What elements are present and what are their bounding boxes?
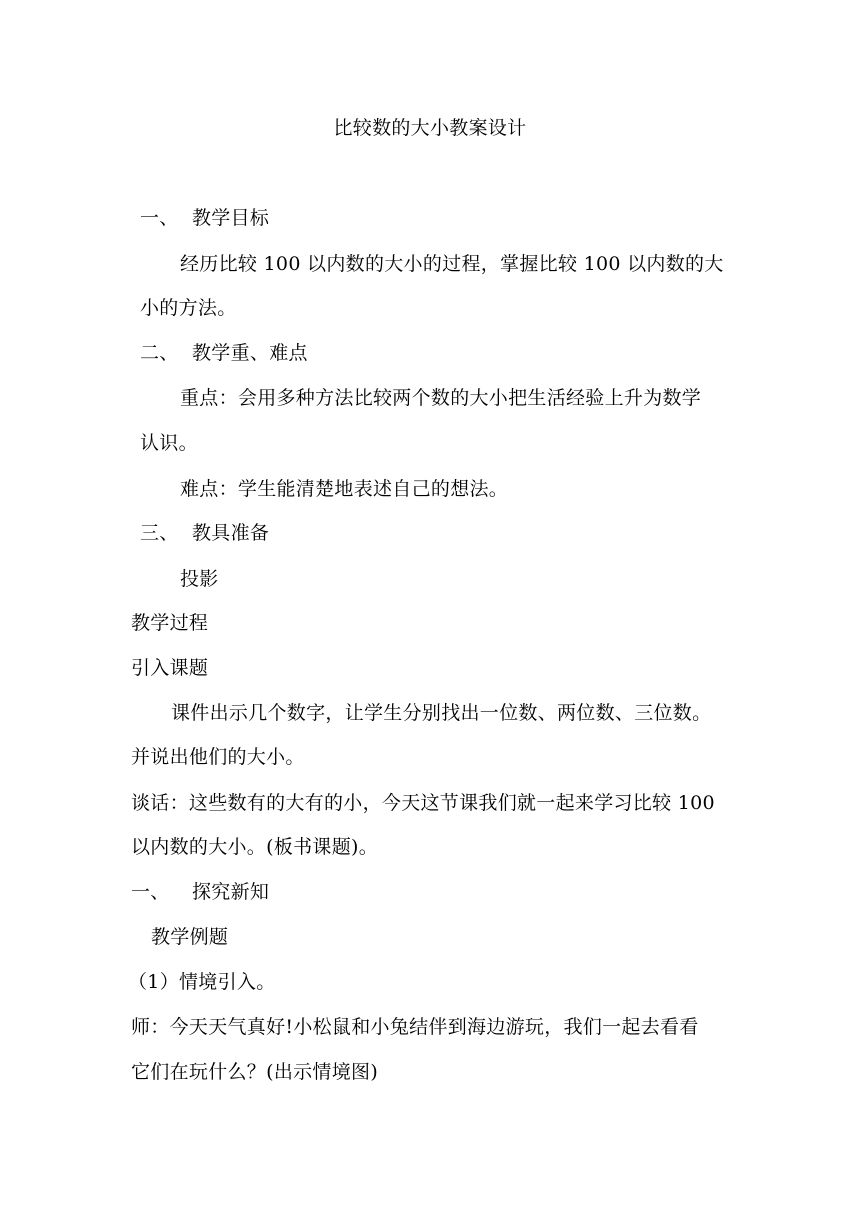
scene-item: （1）情境引入。 bbox=[128, 971, 276, 993]
talk-line1: 谈话：这些数有的大有的小，今天这节课我们就一起来学习比较 100 bbox=[131, 792, 715, 814]
section2-key-line2: 认识。 bbox=[140, 432, 198, 454]
teacher-line2: 它们在玩什么？(出示情境图) bbox=[131, 1061, 379, 1083]
explore-number: 一、 bbox=[131, 881, 170, 903]
section1-number: 一、 bbox=[140, 207, 179, 229]
section1-body-line2: 小的方法。 bbox=[140, 297, 237, 319]
section2-key-line1: 重点：会用多种方法比较两个数的大小把生活经验上升为数学 bbox=[180, 387, 702, 409]
section1-body-line1: 经历比较 100 以内数的大小的过程，掌握比较 100 以内数的大 bbox=[180, 253, 724, 275]
intro-heading: 引入课题 bbox=[131, 657, 209, 679]
section3-number: 三、 bbox=[140, 522, 179, 544]
process-heading: 教学过程 bbox=[131, 612, 209, 634]
intro-line2: 并说出他们的大小。 bbox=[131, 746, 305, 768]
section3-body: 投影 bbox=[180, 568, 219, 590]
section2-heading: 教学重、难点 bbox=[192, 342, 308, 364]
teacher-line1: 师：今天天气真好!小松鼠和小兔结伴到海边游玩，我们一起去看看 bbox=[131, 1016, 699, 1038]
section2-number: 二、 bbox=[140, 342, 179, 364]
talk-line2: 以内数的大小。(板书课题)。 bbox=[131, 836, 379, 858]
section2-difficulty: 难点：学生能清楚地表述自己的想法。 bbox=[180, 478, 509, 500]
intro-line1: 课件出示几个数字，让学生分别找出一位数、两位数、三位数。 bbox=[171, 702, 712, 724]
document-title: 比较数的大小教案设计 bbox=[333, 117, 527, 139]
section1-heading: 教学目标 bbox=[192, 207, 270, 229]
section3-heading: 教具准备 bbox=[192, 522, 270, 544]
explore-heading: 探究新知 bbox=[192, 881, 270, 903]
example-heading: 教学例题 bbox=[151, 926, 229, 948]
